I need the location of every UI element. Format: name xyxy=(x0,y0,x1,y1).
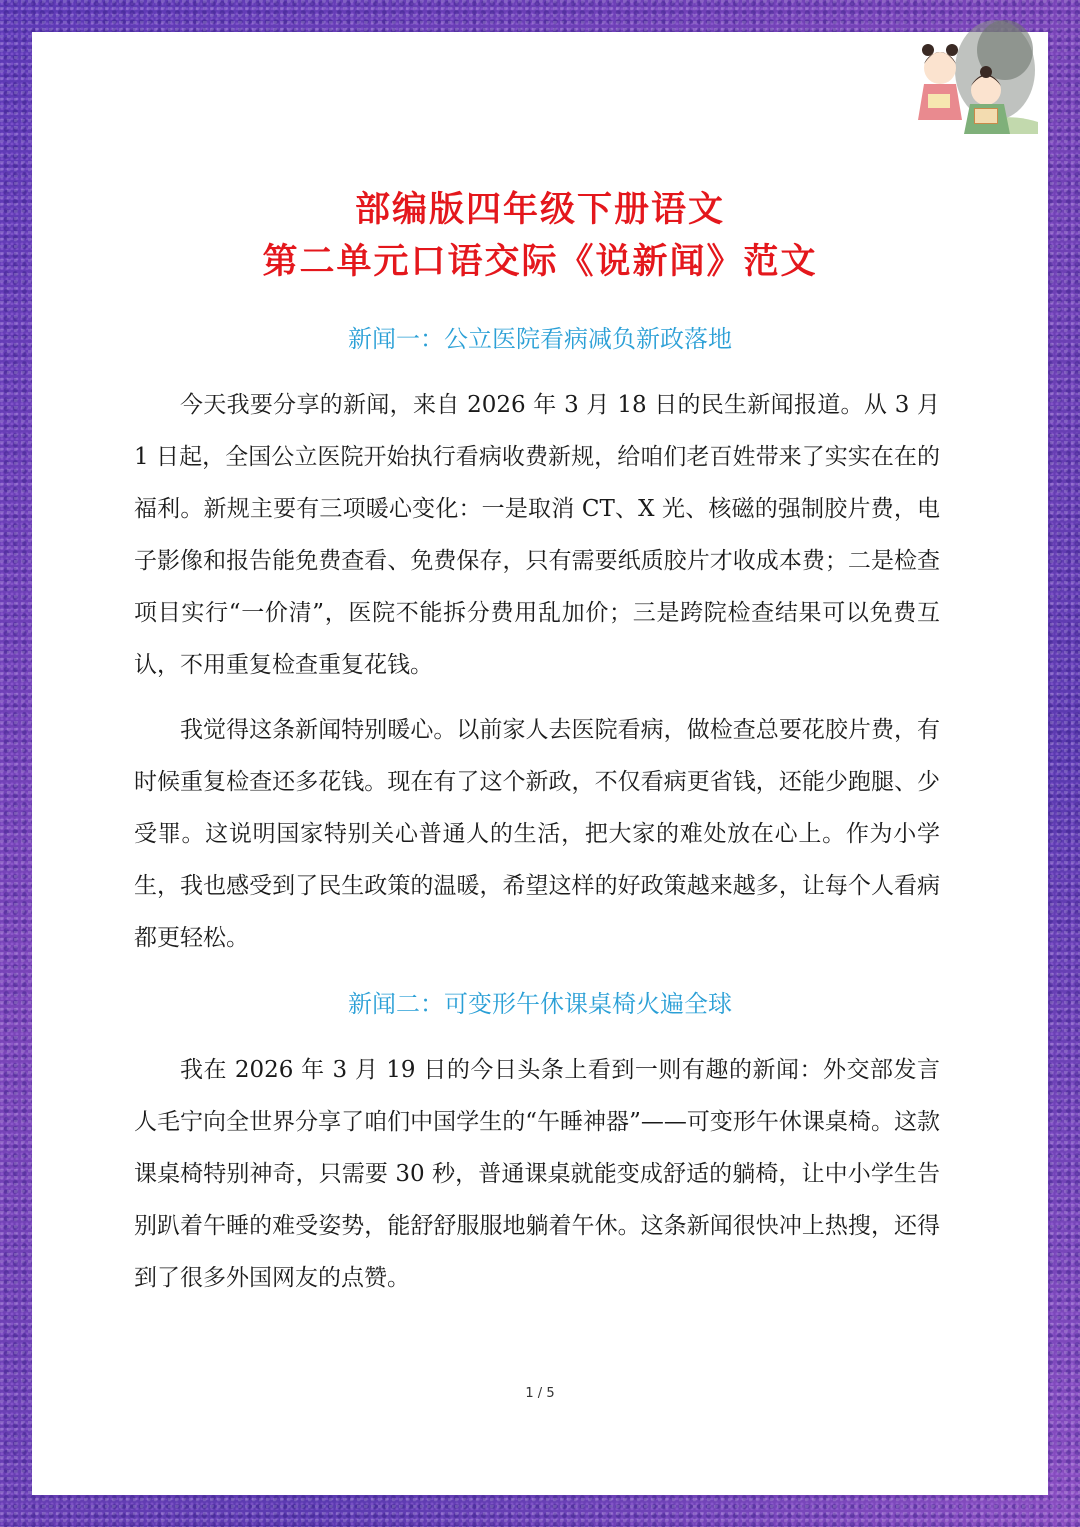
reading-children-icon xyxy=(900,10,1040,140)
paragraph-news-1-content: 今天我要分享的新闻，来自 2026 年 3 月 18 日的民生新闻报道。从 3 月 1 日起，全国公立医院开始执行看病收费新规，给咱们老百姓带来了实实在在的福利。新规主要有三项暖心变化：一是取消 CT、X 光、核磁的强制胶片费，电子影像和报告能免费查看、免费保存，只有需要纸质胶片才收成本费；二是检查项目实行“一价清”，医院不能拆分费用乱加价；三是跨院检查结果可以免费互认，不用重复检查重复花钱。 xyxy=(134,392,940,678)
section-heading-news-1: 新闻一：公立医院看病减负新政落地 xyxy=(348,325,732,353)
section-heading-news-2: 新闻二：可变形午休课桌椅火遍全球 xyxy=(348,990,732,1018)
title-line-1: 部编版四年级下册语文 xyxy=(354,189,725,230)
page-number: 1 / 5 xyxy=(525,1386,555,1401)
page-title xyxy=(32,184,1048,288)
paragraph-news-2-content: 我在 2026 年 3 月 19 日的今日头条上看到一则有趣的新闻：外交部发言人毛宁向全世界分享了咱们中国学生的“午睡神器”——可变形午休课桌椅。这款课桌椅特别神奇，只需要 30 秒，普通课桌就能变成舒适的躺椅，让中小学生告别趴着午睡的难受姿势，能舒舒服服地躺着午休。这条新闻很快冲上热搜，还得到了很多外国网友的点赞。 xyxy=(134,1057,940,1291)
paragraph-news-1-opinion: 我觉得这条新闻特别暖心。以前家人去医院看病，做检查总要花胶片费，有时候重复检查还多花钱。现在有了这个新政，不仅看病更省钱，还能少跑腿、少受罪。这说明国家特别关心普通人的生活，把大家的难处放在心上。作为小学生，我也感受到了民生政策的温暖，希望这样的好政策越来越多，让每个人看病都更轻松。 xyxy=(134,717,940,951)
title-line-2: 第二单元口语交际《说新闻》范文 xyxy=(262,241,818,282)
document-page xyxy=(32,32,1048,1495)
